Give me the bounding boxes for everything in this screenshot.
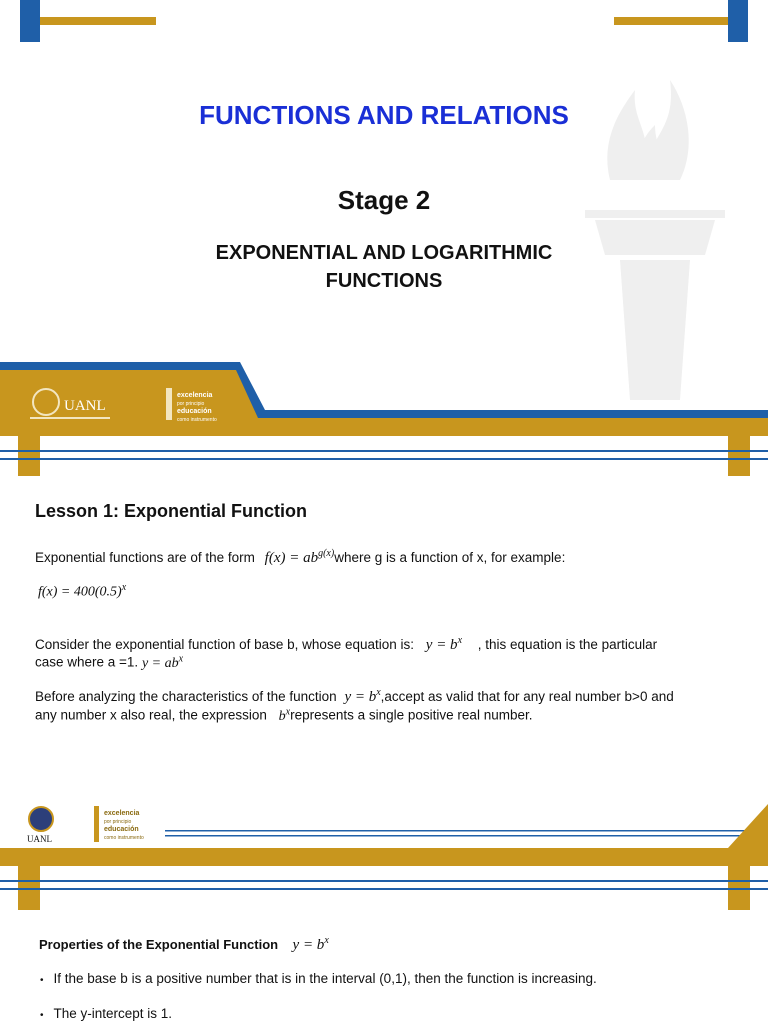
p3-text-d: represents a single positive real number. xyxy=(290,707,533,723)
properties-heading-row xyxy=(39,935,329,954)
p2-formula-2-base: y = ab xyxy=(141,655,179,671)
principio-word: por principio xyxy=(177,401,205,407)
bullet-icon: • xyxy=(40,975,44,986)
title-footer-band xyxy=(0,362,768,477)
p3-formula-2-base: b xyxy=(278,708,286,724)
principio-word: por principio xyxy=(104,819,132,825)
example-exp: x xyxy=(121,582,127,593)
lesson-footer-band xyxy=(0,800,768,912)
stage-label: Stage 2 xyxy=(337,185,431,215)
list-item-text: If the base b is a positive number that is in the interval (0,1), then the function is increasing. xyxy=(53,971,597,986)
properties-heading: Properties of the Exponential Function xyxy=(39,937,279,952)
excelencia-logo xyxy=(177,392,217,424)
p2-text-c: case where a =1. xyxy=(35,654,139,670)
bullet-icon: • xyxy=(40,1010,44,1021)
p2-text-b: , this equation is the particular xyxy=(477,637,658,652)
paragraph-3-line-2 xyxy=(35,703,532,725)
list-item-text: The y-intercept is 1. xyxy=(53,1006,173,1021)
lesson-heading: Lesson 1: Exponential Function xyxy=(35,501,308,521)
p2-formula-2 xyxy=(141,653,184,671)
subtitle-line-1: EXPONENTIAL AND LOGARITHMIC xyxy=(215,242,553,264)
p3-formula-2-exp: x xyxy=(285,706,291,717)
properties-formula-base: y = b xyxy=(292,937,325,953)
p3-text-a: Before analyzing the characteristics of the function xyxy=(35,689,337,704)
uanl-logo-underline xyxy=(30,417,110,419)
p3-formula-exp: x xyxy=(376,687,381,698)
p1-formula-base: f(x) = ab xyxy=(264,550,319,566)
p1-text-a: Exponential functions are of the form xyxy=(35,550,255,565)
properties-formula xyxy=(293,937,329,953)
p3-text-c: any number x also real, the expression xyxy=(35,707,267,723)
p3-formula-base: y = b xyxy=(344,689,377,705)
p1-formula xyxy=(265,550,335,566)
slide-title: FUNCTIONS AND RELATIONS xyxy=(199,100,569,130)
p1-text-b: where g is a function of x, for example: xyxy=(334,550,566,565)
subtitle-line-2: FUNCTIONS xyxy=(325,270,443,292)
excelencia-word: excelencia xyxy=(104,810,140,817)
instrumento-word: como instrumento xyxy=(104,835,144,841)
uanl-seal-icon xyxy=(32,388,60,416)
p2-formula-base: y = b xyxy=(425,637,458,653)
paragraph-1 xyxy=(35,545,565,567)
instrumento-word: como instrumento xyxy=(177,417,217,423)
example-base: f(x) = 400(0.5) xyxy=(38,584,122,600)
educacion-word: educación xyxy=(177,408,212,415)
p2-formula-2-exp: x xyxy=(178,653,184,664)
corner-line-left xyxy=(40,17,156,25)
properties-formula-exp: x xyxy=(324,935,329,946)
p2-text-a: Consider the exponential function of base b, whose equation is: xyxy=(35,637,415,652)
uanl-logo-text: UANL xyxy=(64,398,106,414)
example-formula xyxy=(38,582,126,601)
list-item xyxy=(40,1006,172,1021)
p1-formula-exp: g(x) xyxy=(318,548,335,559)
p2-formula-exp: x xyxy=(457,635,463,646)
list-item xyxy=(40,971,597,986)
corner-bar-left xyxy=(20,0,40,42)
p3-formula-2 xyxy=(278,706,291,724)
excelencia-word: excelencia xyxy=(177,392,213,399)
corner-bar-right xyxy=(728,0,748,42)
p2-formula xyxy=(426,637,462,653)
uanl-logo-text: UANL xyxy=(27,834,52,844)
paragraph-2-line-2 xyxy=(35,650,183,672)
corner-line-right xyxy=(614,17,728,25)
educacion-word: educación xyxy=(104,826,139,833)
torch-icon xyxy=(166,388,172,420)
p3-text-b: ,accept as valid that for any real number b>0 and xyxy=(380,689,674,704)
